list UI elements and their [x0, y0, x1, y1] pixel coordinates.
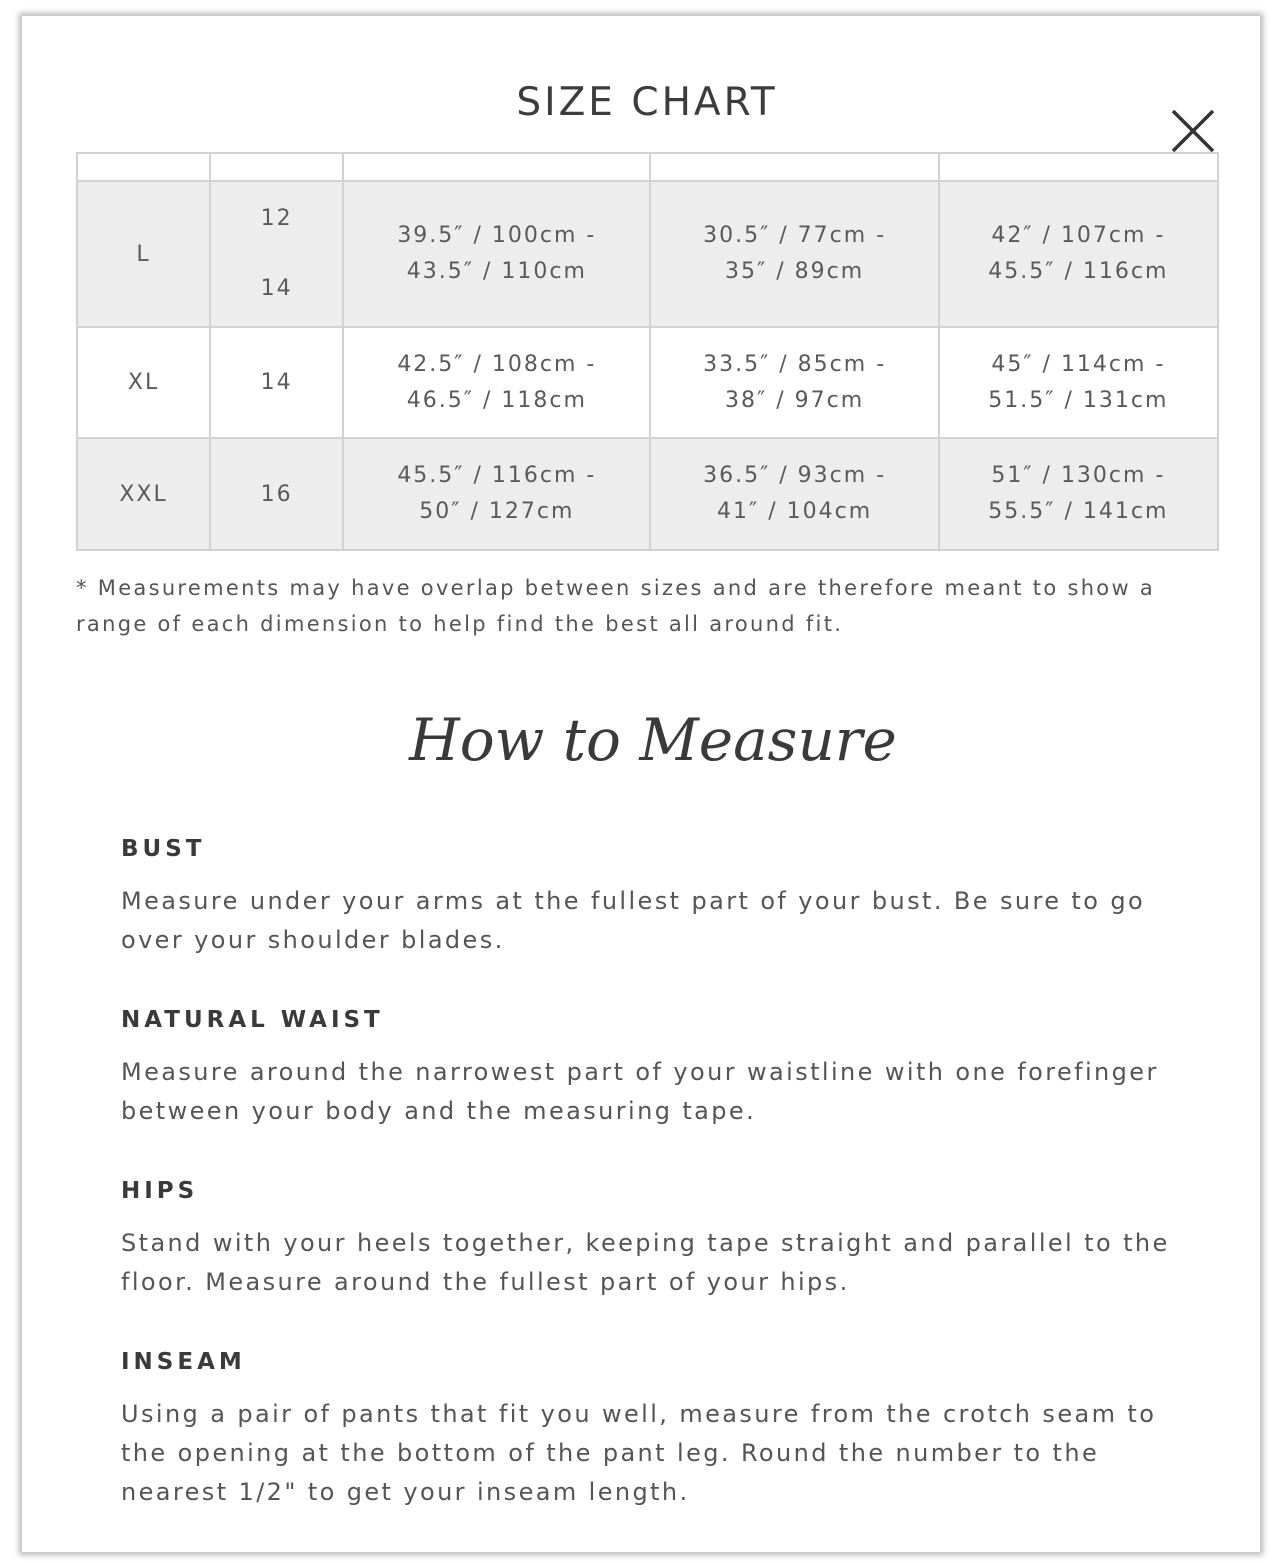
section-title: HIPS [121, 1178, 199, 1204]
us-size-value: 12 [260, 206, 293, 231]
table-header-cell [210, 153, 343, 181]
bust-cell [343, 438, 650, 550]
waist-cell [650, 327, 938, 438]
close-icon [1170, 108, 1216, 154]
waist-range-from: 36.5″ / 93cm - [703, 463, 887, 488]
size-cell: XL [77, 327, 210, 438]
section-text: Measure around the narrowest part of your waistline with one forefinger between your body and the measuring tape. [121, 1058, 1159, 1125]
us-size-cell: 14 [210, 327, 343, 438]
size-chart-modal [22, 16, 1260, 1552]
section-text: Measure under your arms at the fullest part of your bust. Be sure to go over your shoulder blades. [121, 887, 1146, 954]
section-text: Stand with your heels together, keeping tape straight and parallel to the floor. Measure around the fullest part of your hips. [121, 1229, 1170, 1296]
inseam-section [121, 1349, 1181, 1512]
close-button[interactable] [1170, 108, 1216, 154]
table-header-cell [77, 153, 210, 181]
table-row [77, 438, 1218, 550]
hips-cell [939, 438, 1218, 550]
hips-range-from: 45″ / 114cm - [991, 351, 1166, 377]
section-title: NATURAL WAIST [121, 1007, 384, 1033]
bust-range-from: 42.5″ / 108cm - [397, 351, 597, 377]
hips-range-to: 51.5″ / 131cm [988, 387, 1169, 413]
waist-range-to: 35″ / 89cm [725, 259, 865, 284]
table-row [77, 327, 1218, 438]
waist-cell [650, 181, 938, 327]
bust-cell [343, 181, 650, 327]
section-text: Using a pair of pants that fit you well, measure from the crotch seam to the opening at the bottom of the pant leg. Round the number to the nearest 1/2" to get your inseam length. [121, 1400, 1157, 1506]
us-size-value: 14 [260, 276, 293, 301]
how-to-measure-heading: How to Measure [409, 706, 897, 774]
modal-title: SIZE CHART [516, 80, 778, 125]
bust-range-from: 39.5″ / 100cm - [397, 223, 597, 248]
hips-range-from: 42″ / 107cm - [991, 223, 1166, 248]
waist-cell [650, 438, 938, 550]
size-table [76, 152, 1219, 551]
size-cell: L [77, 181, 210, 327]
bust-cell [343, 327, 650, 438]
hips-cell [939, 181, 1218, 327]
hips-cell [939, 327, 1218, 438]
table-header-cell [939, 153, 1218, 181]
bust-range-to: 50″ / 127cm [419, 499, 575, 524]
measurement-note: * Measurements may have overlap between sizes and are therefore meant to show a range of each dimension to help find the best all around fit. [76, 576, 1156, 636]
us-size-cell [210, 181, 343, 327]
bust-range-to: 43.5″ / 110cm [406, 259, 587, 284]
size-cell: XXL [77, 438, 210, 550]
hips-range-from: 51″ / 130cm - [991, 463, 1166, 488]
hips-range-to: 45.5″ / 116cm [988, 259, 1169, 284]
waist-range-to: 41″ / 104cm [717, 499, 873, 524]
bust-range-from: 45.5″ / 116cm - [397, 463, 597, 488]
table-row [77, 181, 1218, 327]
table-header-row [77, 153, 1218, 181]
table-header-cell [343, 153, 650, 181]
section-title: INSEAM [121, 1349, 246, 1375]
section-title: BUST [121, 836, 206, 862]
waist-range-from: 33.5″ / 85cm - [703, 351, 887, 377]
bust-range-to: 46.5″ / 118cm [406, 387, 587, 413]
hips-range-to: 55.5″ / 141cm [988, 499, 1169, 524]
us-size-cell: 16 [210, 438, 343, 550]
natural-waist-section [121, 1007, 1181, 1131]
waist-range-to: 38″ / 97cm [725, 387, 865, 413]
waist-range-from: 30.5″ / 77cm - [703, 223, 887, 248]
table-header-cell [650, 153, 938, 181]
bust-section [121, 836, 1181, 960]
hips-section [121, 1178, 1181, 1302]
